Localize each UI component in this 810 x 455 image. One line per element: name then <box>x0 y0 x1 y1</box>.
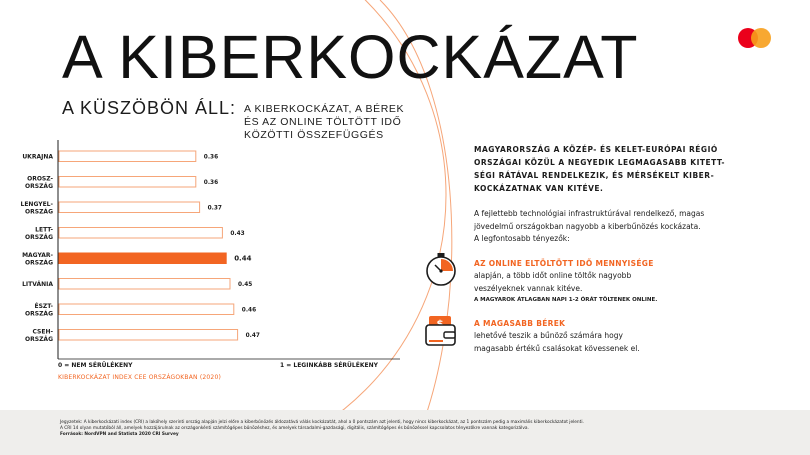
mastercard-logo <box>738 28 774 48</box>
axis-left-label: 0 = NEM SÉRÜLÉKENY <box>58 362 133 369</box>
category-label-2: LENGYEL-ORSZÁG <box>20 200 53 216</box>
bar-chart <box>0 140 460 375</box>
bar-1 <box>59 177 196 188</box>
chart-note: KIBERKOCKÁZAT INDEX CEE ORSZÁGOKBAN (2020) <box>58 374 222 381</box>
bar-6 <box>59 304 234 315</box>
value-label-5: 0.45 <box>238 281 253 288</box>
bar-5 <box>59 279 230 290</box>
bar-4 <box>59 253 226 264</box>
right-heading: MAGYARORSZÁG A KÖZÉP- ÉS KELET-EURÓPAI RÉGIÓ ORSZÁGAI KÖZÜL A NEGYEDIK LEGMAGASABB KITETT- SÉGI RÁTÁVAL RENDELKEZIK, ÉS MÉRSÉKELT KIBER- KOCKÁZATNAK VAN KITÉVE. <box>474 145 726 193</box>
bar-3 <box>59 228 222 239</box>
value-label-0: 0.36 <box>203 154 219 161</box>
value-label-2: 0.37 <box>207 205 222 212</box>
category-label-0: UKRAJNA <box>22 153 53 161</box>
fact2-title: A MAGASABB BÉREK <box>474 319 566 328</box>
right-paragraph: A fejlettebb technológiai infrastruktúrával rendelkező, magas jövedelmű országokban nagyobb a kiberbűnözés kockázata. A legfontosabb tényezők: <box>474 209 705 243</box>
fact1-title: AZ ONLINE ELTÖLTÖTT IDŐ MENNYISÉGE <box>474 259 654 268</box>
value-label-1: 0.36 <box>203 179 219 186</box>
footer-note-2: A CRI 14 olyan mutatóból áll, amelyek hozzájárulnak az országonkénti számítógépes bűnözéshez, és amelyek társadalmi-gazdasági, digitális, számítógépes és bűnözéssel kapcsolatos tényezőkre vannak kategorizálva. <box>60 426 529 431</box>
value-label-3: 0.43 <box>230 230 245 237</box>
category-label-6: ÉSZT-ORSZÁG <box>25 302 53 318</box>
fact1-note: A MAGYAROK ÁTLAGBAN NAPI 1-2 ÓRÁT TÖLTENEK ONLINE. <box>474 297 658 303</box>
bar-2 <box>59 202 200 213</box>
footer-sources: Források: NordVPN and Statista 2020 CRI Survey <box>60 432 179 437</box>
value-label-7: 0.47 <box>245 332 260 339</box>
category-label-5: LITVÁNIA <box>22 280 53 288</box>
bar-0 <box>59 151 196 162</box>
fact1-text: alapján, a több időt online töltők nagyobb veszélyeknek vannak kitéve. <box>474 271 632 293</box>
stopwatch-clock-icon <box>424 250 458 288</box>
footer-notes <box>0 410 810 455</box>
category-label-3: LETT-ORSZÁG <box>25 226 53 241</box>
bar-7 <box>59 330 238 341</box>
page-title: A KIBERKOCKÁZAT <box>62 23 639 91</box>
axis-right-label: 1 = LEGINKÁBB SÉRÜLÉKENY <box>280 362 378 369</box>
subtitle-lead: A KÜSZÖBÖN ÁLL: <box>62 98 237 118</box>
fact2-text: lehetővé teszik a bűnöző számára hogy magasabb értékű csalásokat kövessenek el. <box>474 331 640 353</box>
category-label-4: MAGYAR-ORSZÁG <box>22 251 53 267</box>
wallet-money-icon <box>424 314 458 350</box>
subtitle-rest: A KIBERKOCKÁZAT, A BÉREK ÉS AZ ONLINE TÖLTÖTT IDŐ KÖZÖTTI ÖSSZEFÜGGÉS <box>244 103 405 141</box>
category-label-1: OROSZ-ORSZÁG <box>25 175 53 190</box>
value-label-6: 0.46 <box>241 307 257 314</box>
footer-note-1: Jegyzetek: A kiberkockázati index (CRI) a lakóhely szerinti ország alapján jelzi előre a kiberbűnözés áldozatává válás kockázatát, ahol a 0 pontszám azt jelenti, hogy nincs kiberkockázat, az 1 pontszám pedig a maximális kiberkockázatot jelenti. <box>60 420 584 425</box>
value-label-4: 0.44 <box>234 254 252 263</box>
category-label-7: CSEH-ORSZÁG <box>25 328 53 343</box>
